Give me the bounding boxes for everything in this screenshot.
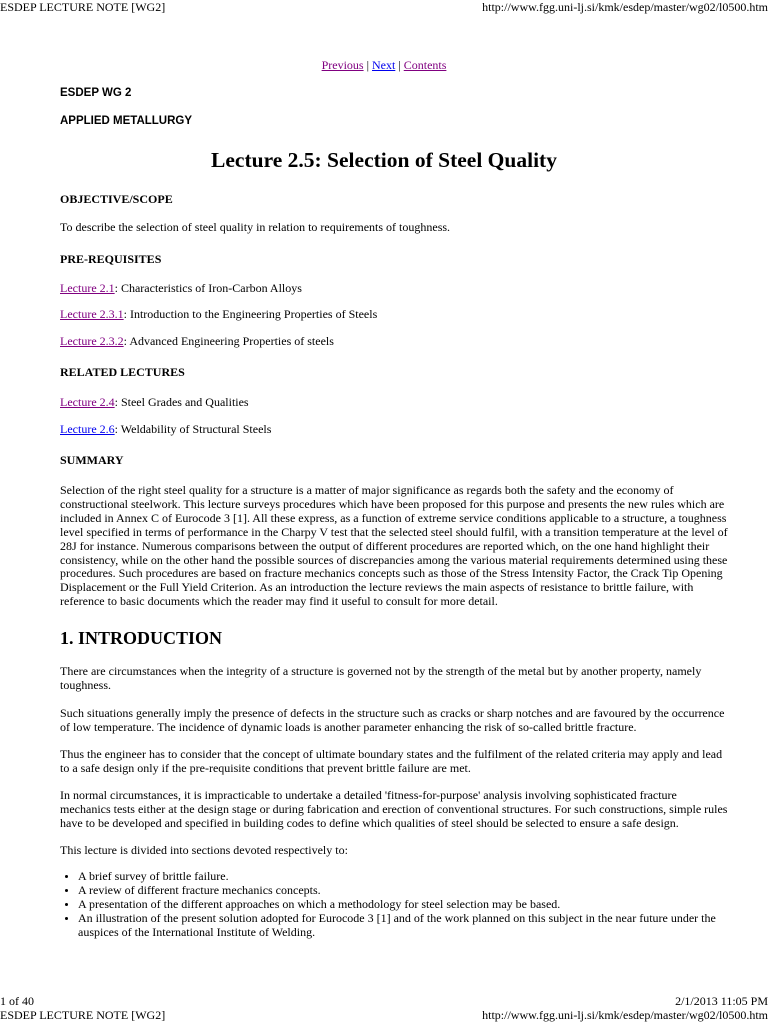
- prerequisite-item: [60, 282, 728, 296]
- section-list: [60, 870, 728, 940]
- related-item: [60, 396, 728, 410]
- related-lectures-heading: RELATED LECTURES: [60, 365, 185, 379]
- print-datetime: 2/1/2013 11:05 PM: [675, 994, 768, 1008]
- print-header: [0, 0, 768, 14]
- lecture-description: : Advanced Engineering Properties of steels: [123, 334, 334, 348]
- footer-title: ESDEP LECTURE NOTE [WG2]: [0, 1008, 166, 1022]
- summary-heading: SUMMARY: [60, 453, 124, 467]
- lecture-description: : Steel Grades and Qualities: [114, 395, 249, 409]
- lecture-link[interactable]: Lecture 2.3.2: [60, 334, 124, 348]
- footer-url: http://www.fgg.uni-lj.si/kmk/esdep/master/wg02/l0500.htm: [482, 1008, 768, 1022]
- objective-text: To describe the selection of steel quality in relation to requirements of toughness.: [60, 220, 451, 234]
- lecture-link[interactable]: Lecture 2.1: [60, 281, 115, 295]
- objective-heading: OBJECTIVE/SCOPE: [60, 192, 173, 206]
- contents-link[interactable]: Contents: [403, 58, 447, 72]
- lecture-link[interactable]: Lecture 2.3.1: [60, 307, 124, 321]
- prerequisite-item: [60, 335, 728, 349]
- lecture-nav: [0, 58, 768, 73]
- lecture-link[interactable]: Lecture 2.6: [60, 422, 115, 436]
- print-footer-top: [0, 994, 768, 1008]
- lecture-description: : Introduction to the Engineering Properties of Steels: [123, 307, 378, 321]
- nav-separator: |: [363, 58, 372, 72]
- list-item: • A presentation of the different approaches on which a methodology for steel selection may be based.: [78, 898, 728, 912]
- header-url: http://www.fgg.uni-lj.si/kmk/esdep/master/wg02/l0500.htm: [482, 0, 768, 14]
- intro-paragraph: Thus the engineer has to consider that the concept of ultimate boundary states and the fulfilment of the related criteria may apply and lead to a safe design only if the pre-requisite conditions that prevent brittle failure are met.: [60, 747, 723, 775]
- list-item: • A brief survey of brittle failure.: [78, 870, 728, 884]
- prerequisite-item: [60, 308, 728, 322]
- summary-text: Selection of the right steel quality for a structure is a matter of major significance as regards both the safety and the economy of constructional steelwork. This lecture surveys procedures which have been proposed for this purpose and presents the new rules which are included in Annex C of Eurocode 3 [1]. All these express, as a function of extreme service conditions applicable to a structure, a toughness level specified in terms of performance in the Charpy V test that the selected steel should fulfil, with a transition temperature at the level of 28J for instance. Numerous comparisons between the output of different procedures are reported which, on the one hand highlight their consistency, while on the other hand the possible sources of discrepancies among the various material requirements determined using these procedures. Such procedures are based on fracture mechanics concepts such as those of the Stress Intensity Factor, the Crack Tip Opening Displacement or the Full Yield Criterion. As an introduction the lecture reviews the main aspects of resistance to brittle failure, with reference to basic documents which the reader may find it useful to consult for more detail.: [60, 483, 728, 609]
- print-footer-bottom: [0, 1008, 768, 1022]
- working-group-label: ESDEP WG 2: [60, 87, 132, 99]
- lecture-description: : Weldability of Structural Steels: [114, 422, 272, 436]
- introduction-heading: 1. INTRODUCTION: [60, 628, 223, 648]
- intro-paragraph: This lecture is divided into sections devoted respectively to:: [60, 843, 348, 857]
- subject-label: APPLIED METALLURGY: [60, 115, 193, 127]
- prerequisites-heading: PRE-REQUISITES: [60, 252, 162, 266]
- intro-paragraph: Such situations generally imply the presence of defects in the structure such as cracks or sharp notches and are favoured by the occurrence of low temperature. The incidence of dynamic loads is another parameter enhancing the risk of so-called brittle fracture.: [60, 706, 725, 734]
- next-link[interactable]: Next: [372, 58, 396, 72]
- related-item: [60, 423, 728, 437]
- list-item: • An illustration of the present solution adopted for Eurocode 3 [1] and of the work planned on this subject in the near future under the auspices of the International Institute of Welding.: [78, 912, 728, 940]
- list-item: • A review of different fracture mechanics concepts.: [78, 884, 728, 898]
- header-title: ESDEP LECTURE NOTE [WG2]: [0, 0, 166, 14]
- lecture-link[interactable]: Lecture 2.4: [60, 395, 115, 409]
- intro-paragraph: In normal circumstances, it is impracticable to undertake a detailed 'fitness-for-purpose' analysis involving sophisticated fracture mechanics tests either at the design stage or during fabrication and erection of conventional structures. For such constructions, simple rules have to be developed and specified in building codes to define which qualities of steel should be selected to ensure a safe design.: [60, 788, 728, 830]
- nav-separator: |: [395, 58, 404, 72]
- intro-paragraph: There are circumstances when the integrity of a structure is governed not by the strength of the metal but by another property, namely toughness.: [60, 664, 702, 692]
- page-count: 1 of 40: [0, 994, 34, 1008]
- lecture-description: : Characteristics of Iron-Carbon Alloys: [114, 281, 302, 295]
- previous-link[interactable]: Previous: [321, 58, 364, 72]
- page-title: Lecture 2.5: Selection of Steel Quality: [211, 148, 557, 172]
